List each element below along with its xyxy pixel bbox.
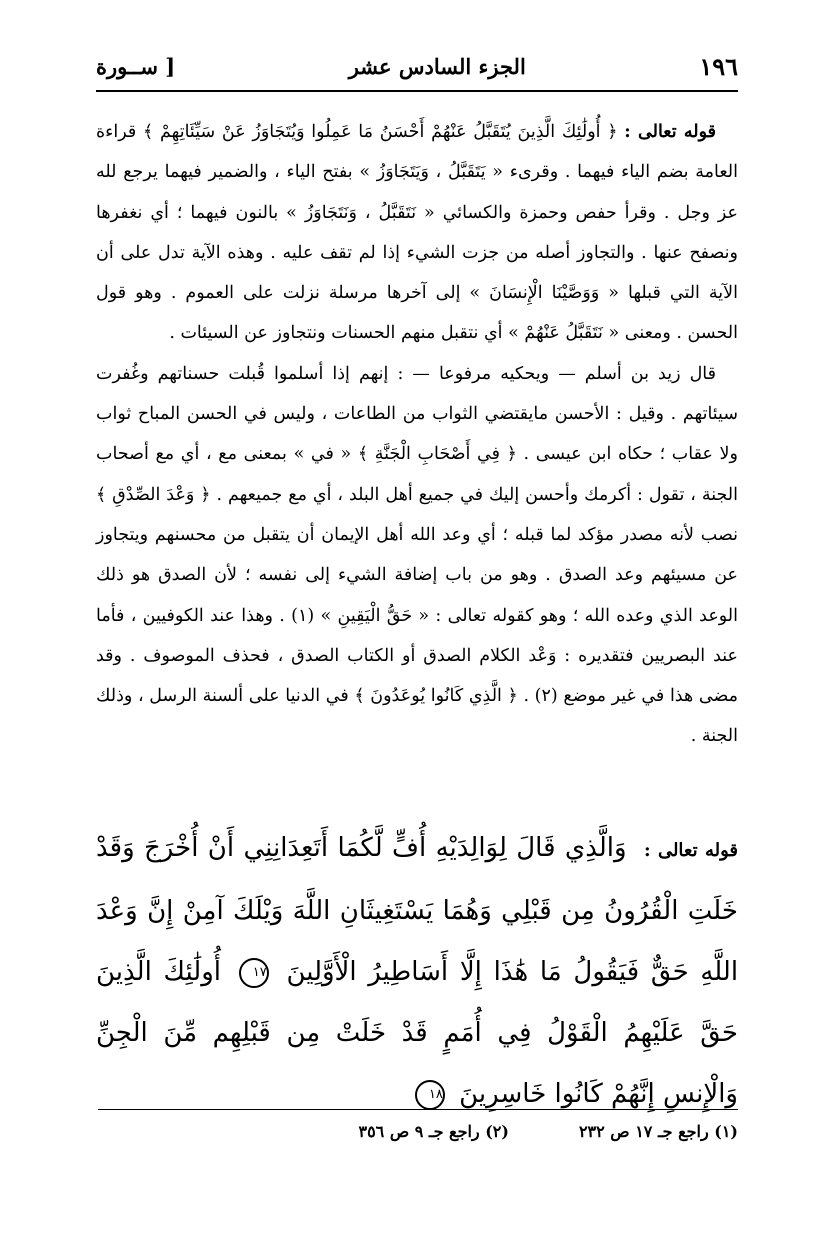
- footnotes: [96, 1122, 738, 1141]
- verse-text: وَالَّذِي قَالَ لِوَالِدَيْهِ أُفٍّ لَّكُمَا أَتَعِدَانِنِي أَنْ أُخْرَجَ وَقَدْ خَلَتِ الْقُرُونُ مِن قَبْلِي وَهُمَا يَسْتَغِيثَانِ اللَّهَ وَيْلَكَ آمِنْ إِنَّ وَعْدَ اللَّهِ حَقٌّ فَيَقُولُ مَا هَٰذَا إِلَّا أَسَاطِيرُ الْأَوَّلِينَ: [96, 833, 739, 987]
- verse-lead-in: قوله تعالى :: [643, 840, 739, 861]
- ayah-number-mark: ١٧: [239, 958, 269, 988]
- paragraph-text: قال زيد بن أسلم — ويحكيه مرفوعا — : إنهم إذا أسلموا قُبلت حسناتهم وغُفرت سيئاتهم . وقيل : الأحسن مايقتضي الثواب من الطاعات ، وليس في الحسن المباح ثواب ولا عقاب ؛ حكاه ابن عيسى . ﴿ فِي أَصْحَابِ الْجَنَّةِ ﴾ « في » بمعنى مع ، أي مع أصحاب الجنة ، تقول : أكرمك وأحسن إليك في جميع أهل البلد ، أي مع جميعهم . ﴿ وَعْدَ الصِّدْقِ ﴾ نصب لأنه مصدر مؤكد لما قبله ؛ أي وعد الله أهل الإيمان أن يتقبل من محسنهم ويتجاوز عن مسيئهم وعد الصدق . وهو من باب إضافة الشيء إلى نفسه ؛ لأن الصدق هو ذلك الوعد الذي وعده الله ؛ وهو كقوله تعالى : « حَقُّ الْيَقِينِ » (١) . وهذا عند الكوفيين ، فأما عند البصريين فتقديره : وَعْد الكلام الصدق أو الكتاب الصدق ، فحذف الموصوف . وقد مضى هذا في غير موضع (٢) . ﴿ الَّذِي كَانُوا يُوعَدُونَ ﴾ في الدنيا على ألسنة الرسل ، وذلك الجنة .: [96, 363, 738, 747]
- verse-text: أُولَٰئِكَ الَّذِينَ حَقَّ عَلَيْهِمُ الْقَوْلُ فِي أُمَمٍ قَدْ خَلَتْ مِن قَبْلِهِم مِّنَ الْجِنِّ وَالْإِنسِ إِنَّهُمْ كَانُوا خَاسِرِينَ: [96, 957, 738, 1109]
- commentary-paragraph-1: [96, 112, 738, 354]
- footnote-1: (١) راجع جـ ١٧ ص ٢٣٢: [578, 1122, 738, 1141]
- commentary-text: [96, 112, 738, 757]
- page-number: ١٩٦: [699, 51, 738, 81]
- footnote-2: (٢) راجع جـ ٩ ص ٣٥٦: [358, 1122, 509, 1141]
- quranic-verses: [96, 818, 738, 1125]
- paragraph-text: ﴿ أُولَٰئِكَ الَّذِينَ يُتَقَبَّلُ عَنْهُمْ أَحْسَنُ مَا عَمِلُوا وَيُتَجَاوَزُ عَنْ سَيِّئَاتِهِمْ ﴾ قراءة العامة بضم الياء فيهما . وقرىء « يَتَقَبَّلُ ، وَيَتَجَاوَزُ » بفتح الياء ، والضمير فيهما يرجع لله عز وجل . وقرأ حفص وحمزة والكسائي « نَتَقَبَّلُ ، وَنَتَجَاوَزُ » بالنون فيهما ؛ أي نغفرها ونصفح عنها . والتجاوز أصله من جزت الشيء إذا لم تقف عليه . وهذه الآية تدل على أن الآية التي قبلها « وَوَصَّيْنَا الْإِنسَانَ » إلى آخرها مرسلة نزلت على العموم . وهو قول الحسن . ومعنى « نَتَقَبَّلُ عَنْهُمْ » أي نتقبل منهم الحسنات ونتجاوز عن السيئات .: [96, 122, 738, 344]
- surah-label: [ ســورة: [96, 53, 176, 79]
- commentary-paragraph-2: [96, 354, 738, 757]
- part-title: الجزء السادس عشر: [348, 53, 526, 79]
- footnote-rule: [98, 1109, 738, 1110]
- paragraph-lead: قوله تعالى :: [624, 122, 716, 142]
- running-header: [96, 46, 738, 86]
- ayah-number-mark: ١٨: [415, 1080, 445, 1110]
- header-rule: [96, 90, 738, 92]
